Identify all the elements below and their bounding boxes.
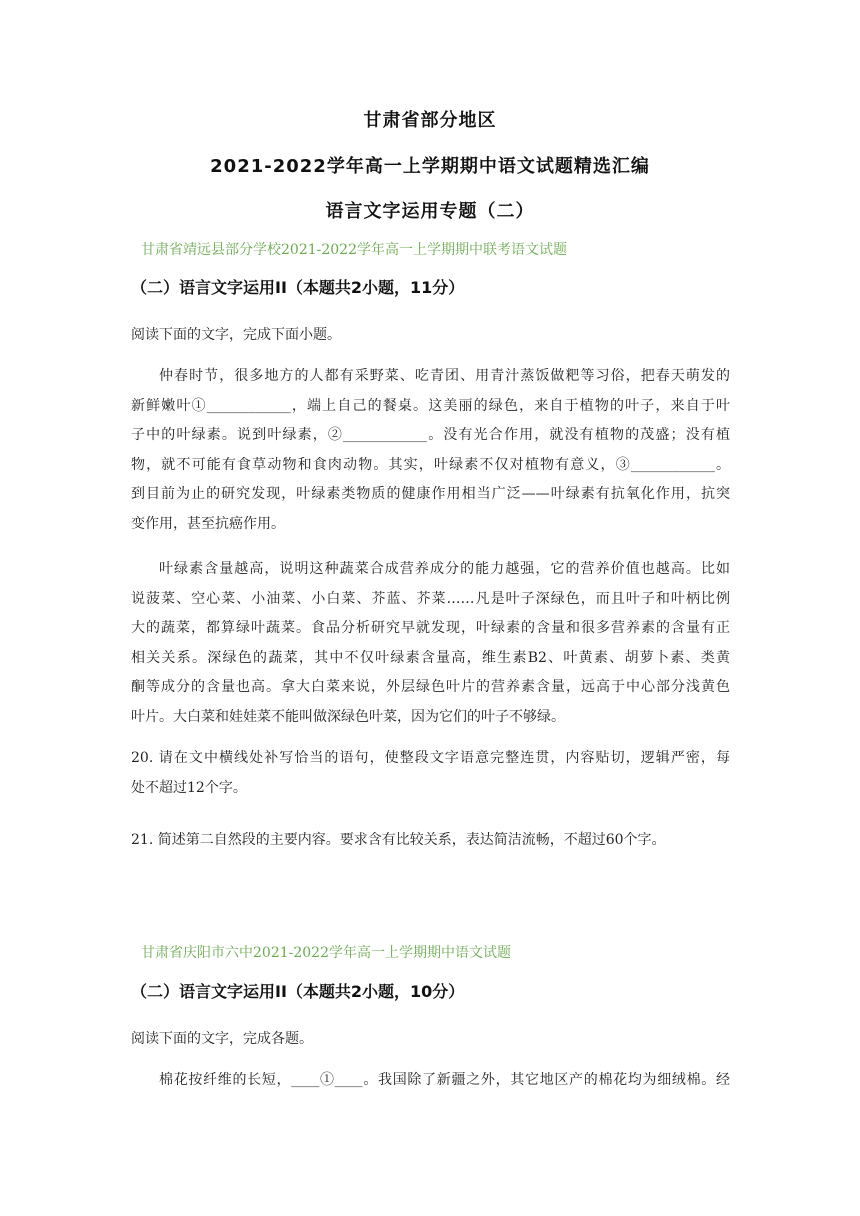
paragraph-line: 变作用，甚至抗癌作用。 [131, 515, 285, 532]
paragraph-line: 物，就不可能有食草动物和食肉动物。其实，叶绿素不仅对植物有意义，③____________。 [131, 456, 730, 473]
paragraph-line: 酮等成分的含量也高。拿大白菜来说，外层绿色叶片的营养素含量，远高于中心部分浅黄色 [131, 679, 730, 695]
paragraph-line: 子中的叶绿素。说到叶绿素，②____________。没有光合作用，就没有植物的茂盛；没有植 [131, 427, 730, 443]
section1-paragraph-2 [131, 555, 730, 732]
paragraph-line: 新鲜嫩叶①____________，端上自己的餐桌。这美丽的绿色，来自于植物的叶子，来自于叶 [131, 397, 730, 414]
paragraph-line: 大的蔬菜，都算绿叶蔬菜。食品分析研究早就发现，叶绿素的含量和很多营养素的含量有正 [131, 620, 730, 636]
paragraph-line: 棉花按纤维的长短，____①____。我国除了新疆之外，其它地区产的棉花均为细绒棉。经 [159, 1072, 730, 1088]
doc-title-line1: 甘肃省部分地区 [363, 110, 497, 131]
paragraph-line: 相关关系。深绿色的蔬菜，其中不仅叶绿素含量高，维生素B2、叶黄素、胡萝卜素、类黄 [131, 649, 730, 666]
paragraph-line: 说菠菜、空心菜、小油菜、小白菜、芥蓝、芥菜……凡是叶子深绿色，而且叶子和叶柄比例 [131, 590, 730, 607]
paragraph-line: 叶片。大白菜和娃娃菜不能叫做深绿色叶菜，因为它们的叶子不够绿。 [131, 708, 565, 725]
section1-source: 甘肃省靖远县部分学校2021-2022学年高一上学期期中联考语文试题 [141, 242, 567, 258]
doc-title-line3: 语言文字运用专题（二） [325, 201, 535, 222]
paragraph-line: 仲春时节，很多地方的人都有采野菜、吃青团、用青汁蒸饭做粑等习俗，把春天萌发的 [159, 368, 730, 384]
section1-instruction: 阅读下面的文字，完成下面小题。 [131, 327, 341, 343]
paragraph-line: 到目前为止的研究发现，叶绿素类物质的健康作用相当广泛——叶绿素有抗氧化作用，抗突 [131, 486, 730, 502]
section1-heading: （二）语言文字运用II（本题共2小题，11分） [131, 278, 465, 297]
section2-heading: （二）语言文字运用II（本题共2小题，10分） [131, 982, 465, 1001]
question-line: 20. 请在文中横线处补写恰当的语句，使整段文字语意完整连贯，内容贴切，逻辑严密，每 [131, 750, 730, 766]
section2-instruction: 阅读下面的文字，完成各题。 [131, 1031, 313, 1047]
section2-source: 甘肃省庆阳市六中2021-2022学年高一上学期期中语文试题 [141, 945, 511, 961]
doc-title-line2: 2021-2022学年高一上学期期中语文试题精选汇编 [210, 156, 650, 177]
question-20 [131, 744, 730, 803]
section2-paragraph-1 [131, 1066, 730, 1096]
question-line: 处不超过12个字。 [131, 779, 247, 796]
question-21: 21. 简述第二自然段的主要内容。要求含有比较关系，表达简洁流畅，不超过60个字。 [131, 832, 666, 848]
paragraph-line: 叶绿素含量越高，说明这种蔬菜合成营养成分的能力越强，它的营养价值也越高。比如 [159, 561, 730, 577]
section1-paragraph-1 [131, 362, 730, 539]
